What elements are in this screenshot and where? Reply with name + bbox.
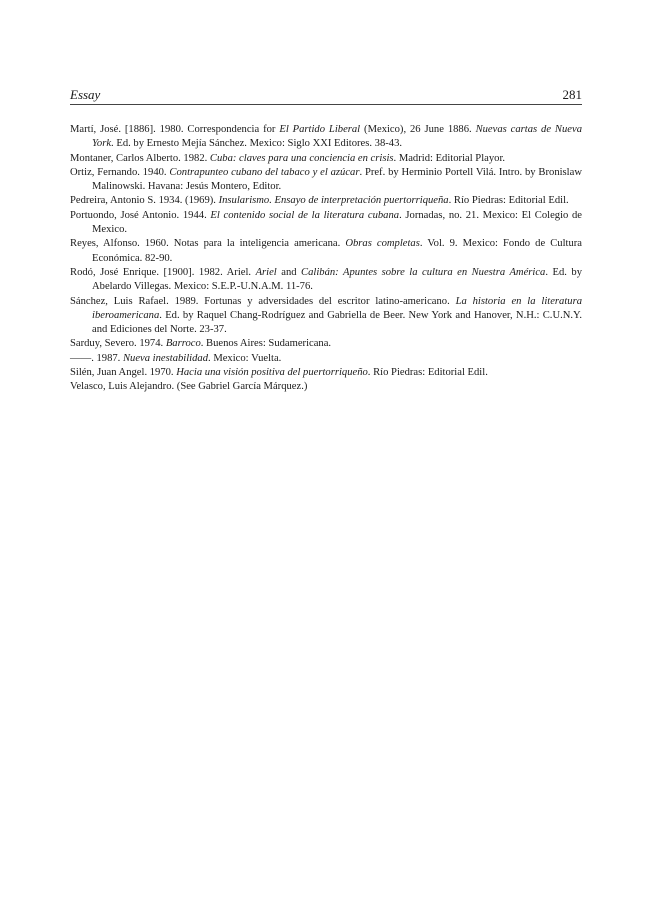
bibliography-entry-marti: Martí, José. [1886]. 1980. Correspondencia for El Partido Liberal (Mexico), 26 June 1886. Nuevas cartas de Nueva York. Ed. by Ernesto Mejía Sánchez. Mexico: Siglo XXI Editores. 38-43. bbox=[70, 124, 582, 150]
bibliography-entry-portuondo: Portuondo, José Antonio. 1944. El contenido social de la literatura cubana. Jornadas, no. 21. Mexico: El Colegio de Mexico. bbox=[70, 209, 582, 236]
bibliography-entry-sanchez: Sánchez, Luis Rafael. 1989. Fortunas y adversidades del escritor latino-americano. La historia en la literatura iberoamericana. Ed. by Raquel Chang-Rodríguez and Gabriella de Beer. New York and Hanover, N.H.: C.U.N.Y. and Ediciones del Norte. 23-37. bbox=[70, 295, 582, 336]
bibliography-entry-sarduy-1974: Sarduy, Severo. 1974. Barroco. Buenos Aires: Sudamericana. bbox=[70, 338, 332, 350]
header-rule bbox=[70, 104, 582, 105]
bibliography-entry-ortiz: Ortiz, Fernando. 1940. Contrapunteo cubano del tabaco y el azúcar. Pref. by Herminio Portell Vilá. Intro. by Bronislaw Malinowski. Havana: Jesús Montero, Editor. bbox=[70, 166, 582, 193]
section-title: Essay bbox=[70, 87, 101, 102]
bibliography-entry-montaner: Montaner, Carlos Alberto. 1982. Cuba: claves para una conciencia en crisis. Madrid: Editorial Playor. bbox=[70, 152, 506, 164]
page-number: 281 bbox=[562, 87, 582, 102]
bibliography-entry-reyes: Reyes, Alfonso. 1960. Notas para la inteligencia americana. Obras completas. Vol. 9. Mexico: Fondo de Cultura Económica. 82-90. bbox=[70, 238, 583, 264]
bibliography-entry-rodo: Rodó, José Enrique. [1900]. 1982. Ariel. Ariel and Calibán: Apuntes sobre la cultura en Nuestra América. Ed. by Abelardo Villegas. Mexico: S.E.P.-U.N.A.M. 11-76. bbox=[70, 266, 583, 293]
bibliography-list bbox=[70, 123, 582, 395]
running-header bbox=[70, 86, 582, 104]
bibliography-entry-silen: Silén, Juan Angel. 1970. Hacia una visión positiva del puertorriqueño. Río Piedras: Editorial Edil. bbox=[70, 367, 488, 379]
bibliography-entry-sarduy-1987: ——. 1987. Nueva inestabilidad. Mexico: Vuelta. bbox=[70, 352, 282, 364]
bibliography-entry-velasco: Velasco, Luis Alejandro. (See Gabriel García Márquez.) bbox=[70, 381, 308, 393]
bibliography-entry-pedreira: Pedreira, Antonio S. 1934. (1969). Insularismo. Ensayo de interpretación puertorriqueña. Río Piedras: Editorial Edil. bbox=[70, 195, 569, 207]
